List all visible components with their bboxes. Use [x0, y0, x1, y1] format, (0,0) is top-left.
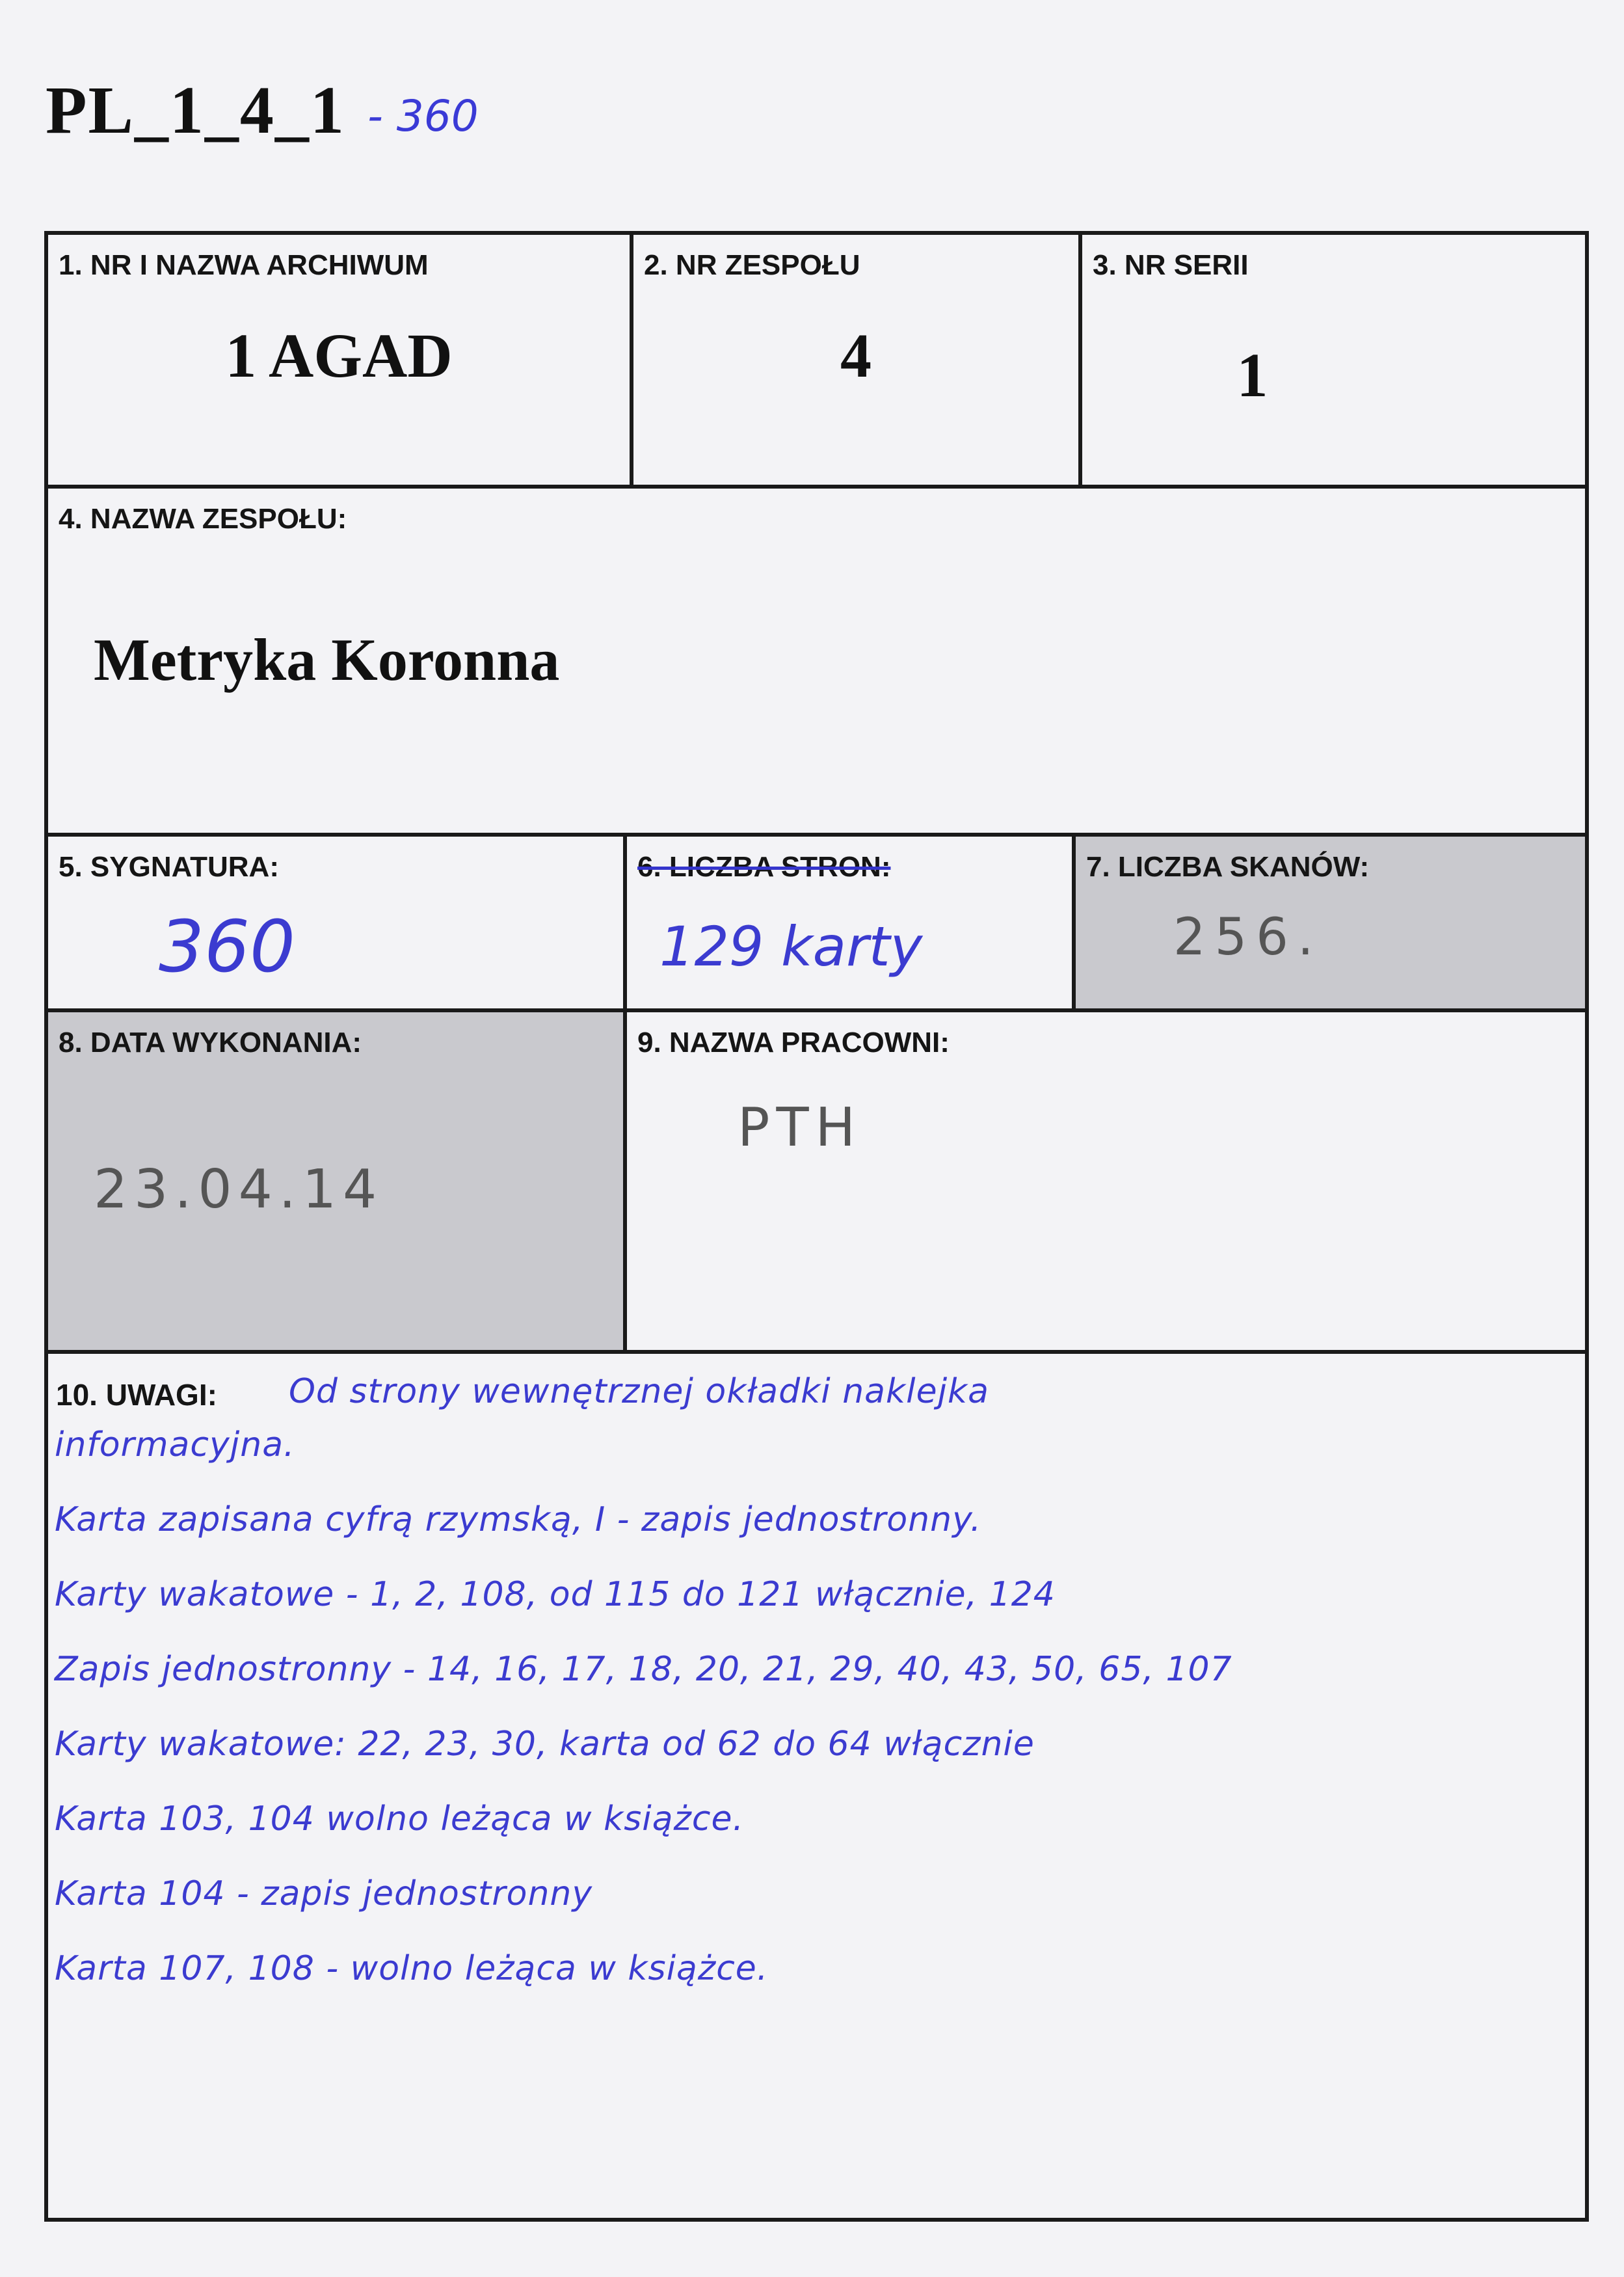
page-count-value: 129 karty: [659, 915, 923, 978]
notes-label: 10. UWAGI:: [56, 1378, 217, 1412]
notes-line: Karta 107, 108 - wolno leżąca w książce.: [55, 1949, 769, 1988]
archive-label: 1. NR I NAZWA ARCHIWUM: [59, 249, 429, 281]
document-id: PL_1_4_1: [46, 73, 345, 148]
notes-line: Karta 103, 104 wolno leżąca w książce.: [55, 1799, 745, 1839]
signature-value: 360: [159, 905, 295, 988]
notes-line: Karty wakatowe: 22, 23, 30, karta od 62 do 64 włącznie: [55, 1725, 1035, 1764]
date-cell: [48, 1012, 627, 1354]
workshop-value: PTH: [738, 1097, 862, 1159]
date-value: 23.04.14: [94, 1159, 384, 1220]
metadata-form: [44, 231, 1589, 2222]
page-count-label: 6. LICZBA STRON:: [637, 851, 891, 883]
notes-cell: [48, 1354, 1585, 2218]
notes-line: Karta 104 - zapis jednostronny: [55, 1874, 593, 1913]
page-count-cell: [627, 837, 1076, 1012]
fonds-name-label: 4. NAZWA ZESPOŁU:: [59, 503, 347, 535]
signature-label: 5. SYGNATURA:: [59, 851, 279, 883]
fonds-name-cell: [48, 489, 1585, 837]
notes-first-line: Od strony wewnętrznej okładki naklejka: [289, 1372, 990, 1411]
workshop-cell: [627, 1012, 1585, 1354]
archive-value: 1 AGAD: [225, 321, 453, 390]
document-id-handwritten-suffix: - 360: [367, 91, 479, 141]
fonds-number-value: 4: [840, 321, 872, 390]
notes-line: Karta zapisana cyfrą rzymską, I - zapis jednostronny.: [55, 1500, 982, 1539]
scan-count-label: 7. LICZBA SKANÓW:: [1086, 851, 1370, 883]
archive-cell: [48, 235, 633, 489]
scan-count-cell: [1076, 837, 1585, 1012]
signature-cell: [48, 837, 627, 1012]
workshop-label: 9. NAZWA PRACOWNI:: [637, 1027, 950, 1058]
series-number-label: 3. NR SERII: [1093, 249, 1249, 281]
scan-count-value: 256.: [1173, 908, 1323, 967]
fonds-number-label: 2. NR ZESPOŁU: [644, 249, 860, 281]
series-number-cell: [1082, 235, 1585, 489]
date-label: 8. DATA WYKONANIA:: [59, 1027, 362, 1058]
fonds-name-value: Metryka Koronna: [94, 627, 560, 693]
series-number-value: 1: [1236, 340, 1268, 410]
notes-line: informacyjna.: [55, 1425, 295, 1464]
notes-line: Karty wakatowe - 1, 2, 108, od 115 do 121 włącznie, 124: [55, 1575, 1056, 1614]
notes-line: Zapis jednostronny - 14, 16, 17, 18, 20, 21, 29, 40, 43, 50, 65, 107: [55, 1650, 1232, 1689]
